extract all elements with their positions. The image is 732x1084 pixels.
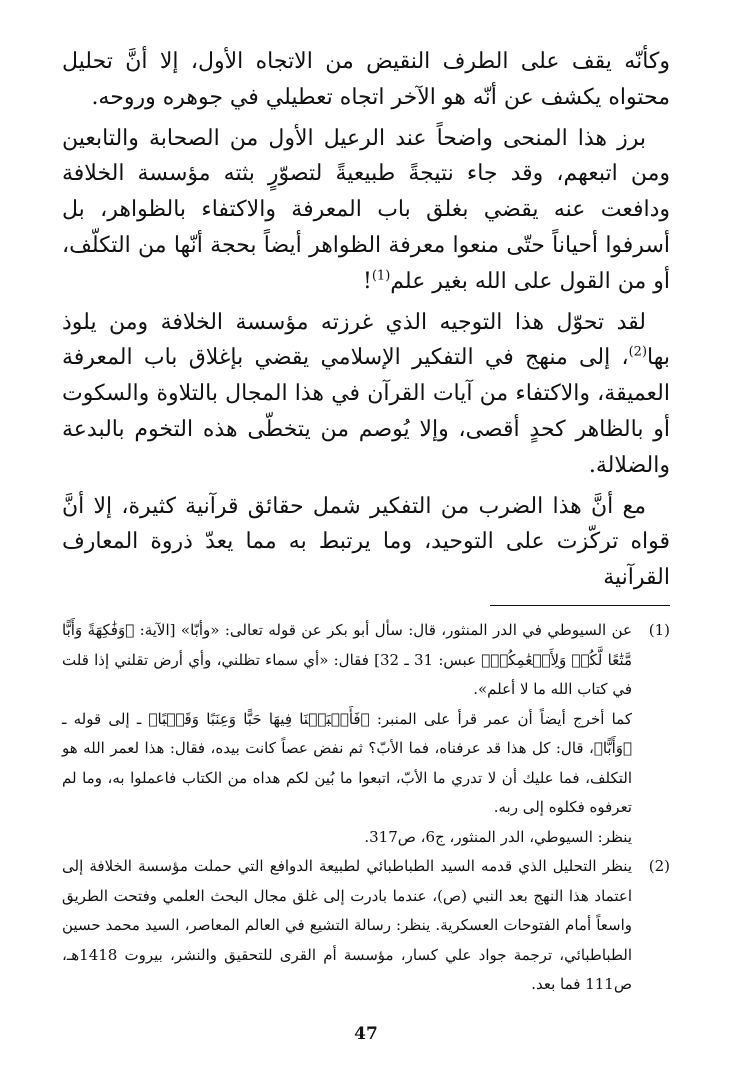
main-text <box>62 44 670 601</box>
footnote-separator <box>490 605 670 606</box>
paragraph-2-end: ! <box>362 268 372 294</box>
paragraph-1: وكأنّه يقف على الطرف النقيض من الاتجاه الأول، إلا أنَّ تحليل محتواه يكشف عن أنّه هو الآخر اتجاه تعطيلي في جوهره وروحه. <box>62 49 670 110</box>
paragraph-4: مع أنَّ هذا الضرب من التفكير شمل حقائق قرآنية كثيرة، إلا أنَّ قواه تركّزت على التوحيد، وما يرتبط به مما يعدّ ذروة المعارف القرآنية <box>62 493 670 591</box>
footnote-ref-2[interactable]: (2) <box>628 345 648 361</box>
footnote-1 <box>62 616 670 852</box>
footnotes <box>62 616 670 1000</box>
footnote-line: عن السيوطي في الدر المنثور، قال: سأل أبو بكر عن قوله تعالى: «وأبّا» [الآية: ﴿وَفَٰكِهَةً وَأَبًّا مَّتَٰعًا لَّكُمۡ وَلِأَنۡعَٰمِكُمۡ﴾ عبس: 31 ـ 32] فقال: «أي سماء تظلني، وأي أرض تقلني إذا قلت في كتاب الله ما لا أعلم». <box>62 621 632 698</box>
footnote-number: (1) <box>648 621 670 639</box>
paragraph-3-text-a: لقد تحوّل هذا التوجيه الذي غرزته مؤسسة الخلافة ومن يلوذ بها <box>62 309 670 371</box>
footnote-2 <box>62 852 670 1000</box>
paragraph-3 <box>62 305 670 484</box>
footnote-line: ينظر التحليل الذي قدمه السيد الطباطبائي لطبيعة الدوافع التي حملت مؤسسة الخلافة إلى اعتماد هذا النهج بعد النبي (ص)، عندما بادرت إلى غلق مجال البحث العلمي وفتحت الطريق واسعاً أمام الفتوحات العسكرية. ينظر: رسالة التشيع في العالم المعاصر، السيد محمد حسين الطباطبائي، ترجمة جواد علي كسار، مؤسسة أم القرى للتحقيق والنشر، بيروت 1418هـ، ص111 فما بعد. <box>62 857 632 993</box>
page-number: 47 <box>354 1024 378 1044</box>
paragraph-2-text: برز هذا المنحى واضحاً عند الرعيل الأول من الصحابة والتابعين ومن اتبعهم، وقد جاء نتيجةً طبيعيةً لتصوّرٍ بثته مؤسسة الخلافة ودافعت عنه يقضي بغلق باب المعرفة والاكتفاء بالظواهر، بل أسرفوا أحياناً حتّى منعوا معرفة الظواهر أيضاً بحجة أنّها من التكلّف، أو من القول على الله بغير علم <box>62 125 671 294</box>
footnote-body <box>62 852 632 1000</box>
paragraph-3-text-b: ، إلى منهج في التفكير الإسلامي يقضي بإغلاق باب المعرفة العميقة، والاكتفاء من آيات القرآن في هذا المجال بالتلاوة والسكوت أو بالظاهر كحدٍ أقصى، وإلا يُوصم من يتخطّى هذه التخوم بالبدعة والضلالة. <box>62 345 670 478</box>
paragraph-2 <box>62 121 670 300</box>
footnote-line: كما أخرج أيضاً أن عمر قرأ على المنبر: ﴿فَأَنۢبَتۡنَا فِيهَا حَبًّا وَعِنَبًا وَقَضۡبًا﴾ ـ إلى قوله ـ ﴿وَأَبًّا﴾، قال: كل هذا قد عرفناه، فما الأبّ؟ ثم نفض عصاً كانت بيده، فقال: هذا لعمر الله هو التكلف، فما عليك أن لا تدري ما الأبّ، اتبعوا ما بُين لكم هداه من الكتاب فاعملوا به، وما لم تعرفوه فكلوه إلى ربه. <box>62 709 632 816</box>
footnote-number: (2) <box>648 857 670 875</box>
footnote-body <box>62 616 632 852</box>
footnote-line: ينظر: السيوطي، الدر المنثور، ج6، ص317. <box>364 827 632 846</box>
footnote-ref-1[interactable]: (1) <box>371 268 391 284</box>
